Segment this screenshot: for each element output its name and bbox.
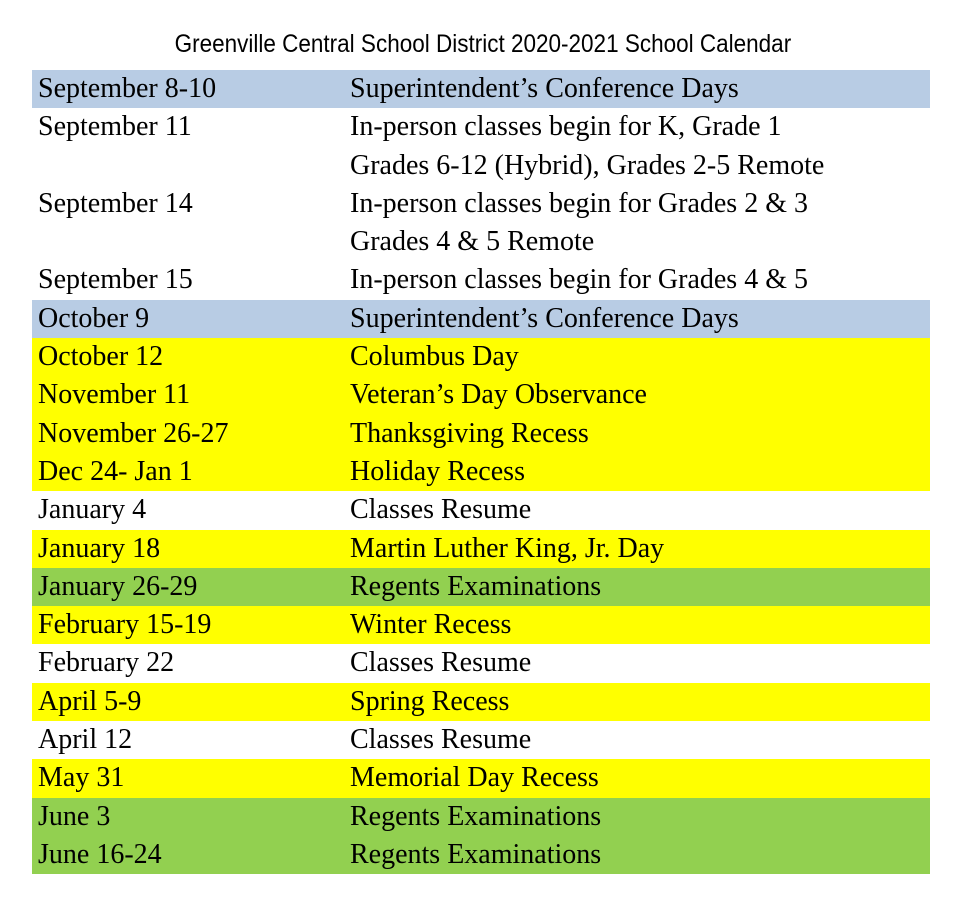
event-description — [350, 836, 930, 874]
event-date: November 11 — [38, 379, 191, 411]
event-description — [350, 338, 930, 376]
event-date: February 15-19 — [38, 609, 212, 641]
calendar-row — [32, 491, 930, 529]
event-description-line: Martin Luther King, Jr. Day — [350, 532, 665, 564]
event-date: October 9 — [38, 302, 150, 334]
event-date: Dec 24- Jan 1 — [38, 455, 193, 487]
calendar-row — [32, 530, 930, 568]
event-description-line: Regents Examinations — [350, 570, 602, 602]
event-description-line: Spring Recess — [350, 685, 510, 717]
event-date: November 26-27 — [38, 417, 229, 449]
event-date: September 11 — [38, 111, 192, 143]
event-description-line: In-person classes begin for K, Grade 1 — [350, 111, 782, 143]
calendar-row — [32, 836, 930, 874]
event-description — [350, 415, 930, 453]
event-description-line: Thanksgiving Recess — [350, 417, 589, 449]
event-date: January 18 — [38, 532, 161, 564]
event-description-line: Veteran’s Day Observance — [350, 379, 647, 411]
event-description — [350, 491, 930, 529]
event-description-line: Grades 6-12 (Hybrid), Grades 2-5 Remote — [350, 149, 825, 181]
calendar-row — [32, 683, 930, 721]
event-description — [350, 261, 930, 299]
event-description — [350, 606, 930, 644]
event-description-line: Memorial Day Recess — [350, 762, 599, 794]
calendar-row — [32, 70, 930, 108]
event-description-line: Classes Resume — [350, 647, 532, 679]
event-date: January 26-29 — [38, 570, 198, 602]
event-description — [350, 568, 930, 606]
event-description-line: Regents Examinations — [350, 800, 602, 832]
event-description — [350, 721, 930, 759]
event-date: September 8-10 — [38, 73, 217, 104]
event-date: June 16-24 — [38, 838, 162, 870]
calendar-row — [32, 759, 930, 797]
event-description — [350, 70, 930, 108]
event-description — [350, 185, 930, 262]
event-description — [350, 376, 930, 414]
event-date: May 31 — [38, 762, 125, 794]
event-description-line: Superintendent’s Conference Days — [350, 302, 739, 334]
calendar-row — [32, 376, 930, 414]
event-description — [350, 683, 930, 721]
calendar-row — [32, 108, 930, 185]
event-date: April 5-9 — [38, 685, 142, 717]
event-description-line: Regents Examinations — [350, 838, 602, 870]
calendar-row — [32, 185, 930, 262]
calendar-row — [32, 453, 930, 491]
calendar-table — [32, 70, 930, 874]
event-date: April 12 — [38, 724, 133, 756]
calendar-row — [32, 721, 930, 759]
event-description-line: Holiday Recess — [350, 455, 525, 487]
calendar-row — [32, 606, 930, 644]
event-date: January 4 — [38, 494, 147, 526]
event-description-line: Classes Resume — [350, 494, 532, 526]
event-date: October 12 — [38, 341, 164, 373]
event-description-line: Columbus Day — [350, 341, 519, 373]
event-description-line: In-person classes begin for Grades 2 & 3 — [350, 187, 808, 219]
event-description-line: Winter Recess — [350, 609, 512, 641]
calendar-row — [32, 261, 930, 299]
event-date: September 15 — [38, 264, 193, 296]
calendar-row — [32, 415, 930, 453]
event-description — [350, 530, 930, 568]
event-description-line: Superintendent’s Conference Days — [350, 73, 739, 104]
calendar-title: Greenville Central School District 2020-2021 School Calendar — [174, 30, 792, 58]
calendar-row — [32, 798, 930, 836]
event-description — [350, 108, 930, 185]
event-description — [350, 453, 930, 491]
event-description — [350, 300, 930, 338]
event-description-line: Classes Resume — [350, 724, 532, 756]
calendar-row — [32, 338, 930, 376]
calendar-row — [32, 644, 930, 682]
calendar-row — [32, 568, 930, 606]
event-description — [350, 644, 930, 682]
event-date: September 14 — [38, 187, 193, 219]
event-description-line: In-person classes begin for Grades 4 & 5 — [350, 264, 808, 296]
event-date: February 22 — [38, 647, 175, 679]
calendar-row — [32, 300, 930, 338]
event-date: June 3 — [38, 800, 111, 832]
event-description — [350, 759, 930, 797]
event-description-line: Grades 4 & 5 Remote — [350, 226, 595, 258]
event-description — [350, 798, 930, 836]
